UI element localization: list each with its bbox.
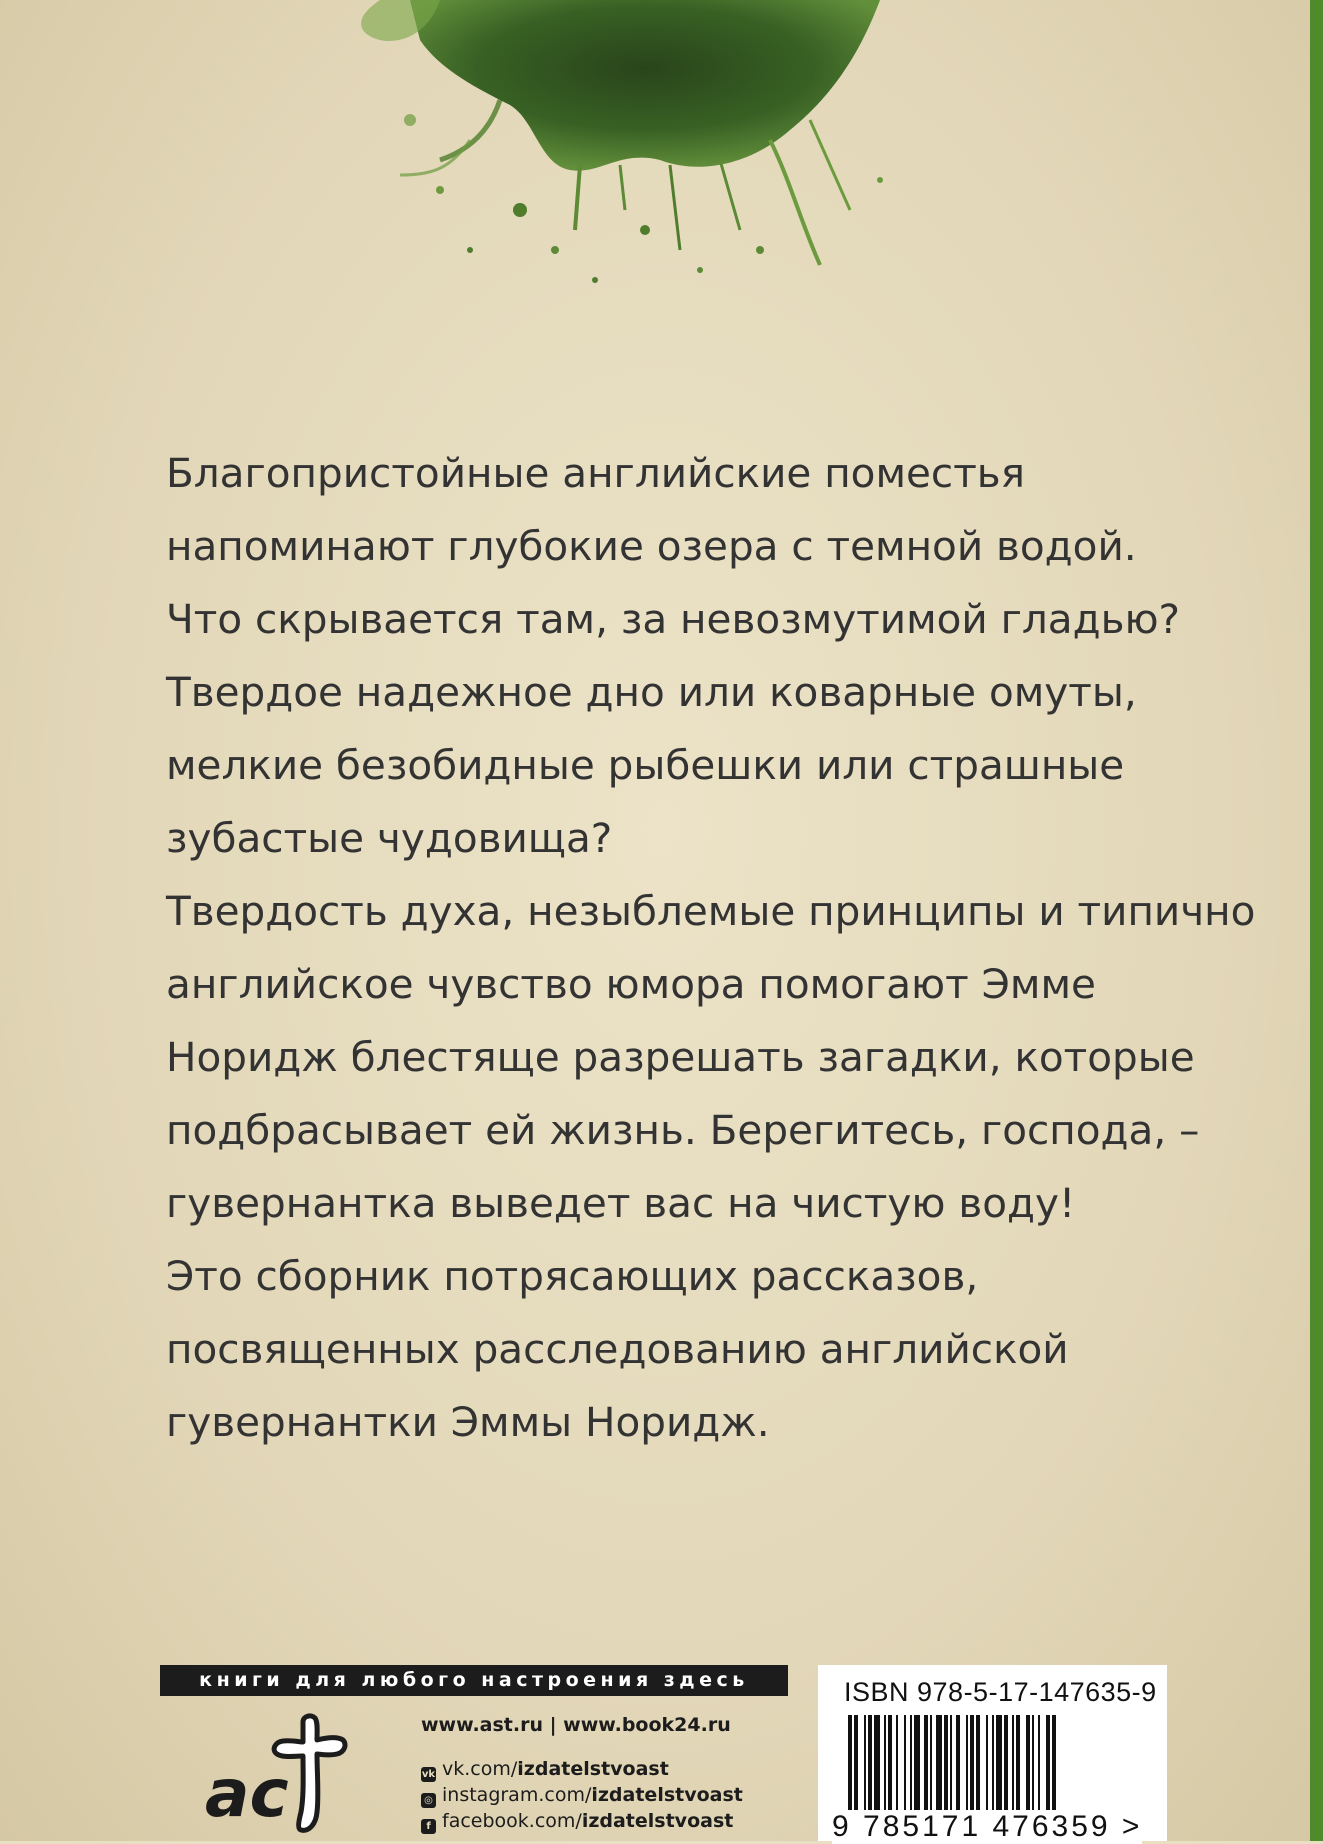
social-link-instagram[interactable]: [421, 1782, 801, 1808]
social-links: [421, 1756, 801, 1834]
barcode-digits: 9 785171 476359 >: [832, 1810, 1143, 1843]
ast-logo: [205, 1712, 365, 1841]
description-line: напоминают глубокие озера с темной водой.: [166, 522, 1137, 570]
social-prefix: instagram.com/: [442, 1784, 592, 1806]
logo-text: ас: [205, 1755, 289, 1832]
social-prefix: vk.com/: [442, 1758, 518, 1780]
barcode: [848, 1715, 1138, 1815]
social-prefix: facebook.com/: [442, 1810, 582, 1832]
description-line: Что скрывается там, за невозмутимой гладью?: [166, 595, 1181, 643]
facebook-icon: f: [421, 1819, 436, 1834]
vk-icon: vk: [421, 1769, 436, 1780]
spine-edge: [1310, 0, 1323, 1841]
description-line: Это сборник потрясающих рассказов,: [166, 1252, 979, 1300]
description-line: Твердое надежное дно или коварные омуты,: [166, 668, 1137, 716]
book-description: [166, 437, 1256, 1459]
description-line: Твердость духа, незыблемые принципы и типично: [166, 887, 1256, 935]
description-line: посвященных расследованию английской: [166, 1325, 1069, 1373]
description-line: Норидж блестяще разрешать загадки, которые: [166, 1033, 1195, 1081]
publisher-websites[interactable]: www.ast.ru | www.book24.ru: [421, 1714, 731, 1736]
barcode-panel: [818, 1665, 1167, 1841]
description-line: Благопристойные английские поместья: [166, 449, 1026, 497]
social-handle: izdatelstvoast: [591, 1784, 743, 1806]
social-link-facebook[interactable]: [421, 1808, 801, 1834]
isbn-number: ISBN 978-5-17-147635-9: [844, 1677, 1157, 1707]
ink-splatter-illustration: [320, 0, 940, 290]
description-line: мелкие безобидные рыбешки или страшные: [166, 741, 1125, 789]
publisher-tagline: книги для любого настроения здесь: [160, 1665, 788, 1696]
social-handle: izdatelstvoast: [517, 1758, 669, 1780]
description-line: подбрасывает ей жизнь. Берегитесь, господа, –: [166, 1106, 1200, 1154]
social-handle: izdatelstvoast: [581, 1810, 734, 1832]
description-line: английское чувство юмора помогают Эмме: [166, 960, 1096, 1008]
description-line: зубастые чудовища?: [166, 814, 613, 862]
description-line: гувернантка выведет вас на чистую воду!: [166, 1179, 1076, 1227]
description-line: гувернантки Эммы Норидж.: [166, 1398, 770, 1446]
instagram-icon: ◎: [421, 1793, 436, 1808]
social-link-vk[interactable]: [421, 1756, 801, 1782]
